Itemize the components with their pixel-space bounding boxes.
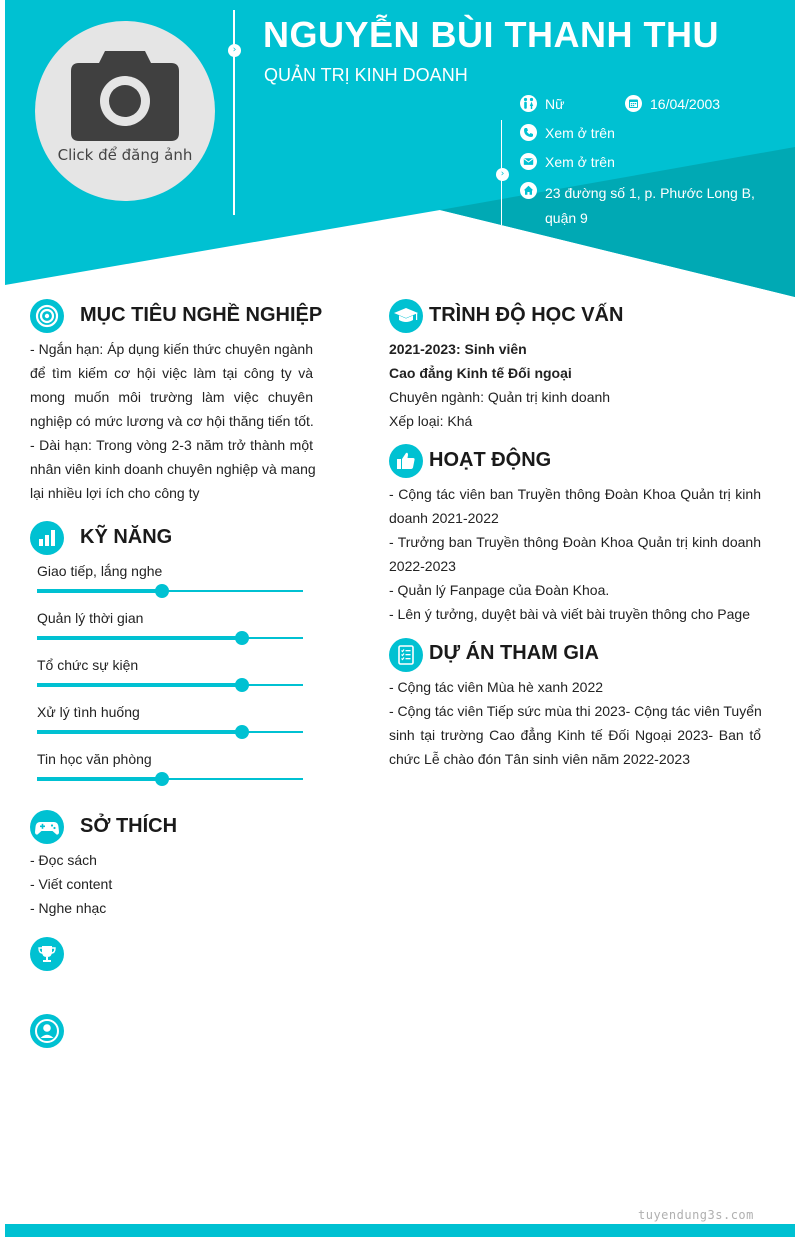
hobby-item: - Nghe nhạc xyxy=(30,900,107,916)
calendar-icon xyxy=(625,95,642,112)
objective-text xyxy=(30,337,316,505)
skill-level-knob xyxy=(235,725,249,739)
phone-icon xyxy=(520,124,537,141)
user-icon xyxy=(30,1014,64,1048)
trophy-icon xyxy=(30,937,64,971)
skill-level-bar xyxy=(37,637,303,639)
education-title: TRÌNH ĐỘ HỌC VẤN xyxy=(429,304,624,326)
chevron-right-icon: › xyxy=(496,168,509,181)
skills-title: KỸ NĂNG xyxy=(80,526,173,548)
target-icon xyxy=(30,299,64,333)
activity-line: - Trưởng ban Truyền thông Đoàn Khoa Quản trị kinh doanh xyxy=(389,534,761,550)
home-icon xyxy=(520,182,537,199)
objective-line: nghiệp có mức lương và cơ hội thăng tiến tốt. xyxy=(30,413,314,429)
footer-bar xyxy=(5,1224,795,1237)
skill-name: Tin học văn phòng xyxy=(37,751,152,767)
gender-value: Nữ xyxy=(545,96,565,112)
skill-level-fill xyxy=(37,777,162,781)
skill-level-bar xyxy=(37,590,303,592)
activity-line: doanh 2021-2022 xyxy=(389,510,499,526)
skill-level-bar xyxy=(37,778,303,780)
gamepad-icon xyxy=(30,810,64,844)
skill-name: Quản lý thời gian xyxy=(37,610,144,626)
job-position: QUẢN TRỊ KINH DOANH xyxy=(264,65,468,85)
skill-name: Giao tiếp, lắng nghe xyxy=(37,563,163,579)
education-major: Chuyên ngành: Quản trị kinh doanh xyxy=(389,389,611,405)
email-value: Xem ở trên xyxy=(545,154,615,170)
skill-level-knob xyxy=(235,631,249,645)
objective-line: - Dài hạn: Trong vòng 2-3 năm trở thành một xyxy=(30,437,313,453)
education-period: 2021-2023: Sinh viên xyxy=(389,341,527,357)
projects-title: DỰ ÁN THAM GIA xyxy=(429,642,599,664)
activities-title: HOẠT ĐỘNG xyxy=(429,449,552,471)
chevron-right-icon: › xyxy=(228,44,241,57)
education-rank: Xếp loại: Khá xyxy=(389,413,473,429)
objective-line: để tìm kiếm cơ hội việc làm tại công ty và xyxy=(30,365,313,381)
hobby-item: - Đọc sách xyxy=(30,852,97,868)
education-school: Cao đẳng Kinh tế Đối ngoại xyxy=(389,365,572,381)
skill-level-bar xyxy=(37,731,303,733)
skill-level-fill xyxy=(37,730,242,734)
activity-line: 2022-2023 xyxy=(389,558,456,574)
hobbies-list xyxy=(30,848,313,920)
skill-level-fill xyxy=(37,636,242,640)
skill-level-bar xyxy=(37,684,303,686)
checklist-icon xyxy=(389,638,423,672)
phone-value: Xem ở trên xyxy=(545,125,615,141)
skill-level-knob xyxy=(155,772,169,786)
birthday-value: 16/04/2003 xyxy=(650,96,721,112)
skill-level-fill xyxy=(37,683,242,687)
full-name: NGUYỄN BÙI THANH THU xyxy=(263,14,719,55)
project-line: - Cộng tác viên Tiếp sức mùa thi 2023- Cộng tác viên Tuyển xyxy=(389,703,762,719)
header-divider xyxy=(233,10,235,215)
objective-title: MỤC TIÊU NGHỀ NGHIỆP xyxy=(80,304,323,326)
education-details xyxy=(389,337,761,433)
objective-line: nhân viên kinh doanh chuyên nghiệp và mang xyxy=(30,461,316,477)
project-line: chức Lễ chào đón Tân sinh viên năm 2022-2023 xyxy=(389,751,690,767)
activity-line: - Lên ý tưởng, duyệt bài và viết bài truyền thông cho Page xyxy=(389,606,750,622)
objective-line: - Ngắn hạn: Áp dụng kiến thức chuyên ngành xyxy=(30,341,313,357)
email-icon xyxy=(520,153,537,170)
skill-level-fill xyxy=(37,589,162,593)
avatar-upload[interactable] xyxy=(35,21,215,201)
activity-line: - Cộng tác viên ban Truyền thông Đoàn Khoa Quản trị kinh xyxy=(389,486,761,502)
thumbs-up-icon xyxy=(389,444,423,478)
projects-text xyxy=(389,675,761,771)
address-value: 23 đường số 1, p. Phước Long B, quận 9 xyxy=(545,185,755,226)
project-line: sinh tại trường Cao đẳng Kinh tế Đối Ngoại 2023- Ban tổ xyxy=(389,727,761,743)
photo-upload-label: Click để đăng ảnh xyxy=(57,146,193,164)
bar-chart-icon xyxy=(30,521,64,555)
objective-line: mong muốn môi trường làm việc chuyên xyxy=(30,389,313,405)
project-line: - Cộng tác viên Mùa hè xanh 2022 xyxy=(389,679,604,695)
activity-line: - Quản lý Fanpage của Đoàn Khoa. xyxy=(389,582,610,598)
skill-name: Xử lý tình huống xyxy=(37,704,140,720)
graduation-cap-icon xyxy=(389,299,423,333)
skill-level-knob xyxy=(155,584,169,598)
hobby-item: - Viết content xyxy=(30,876,113,892)
hobbies-title: SỞ THÍCH xyxy=(80,815,178,837)
gender-icon xyxy=(520,95,537,112)
skill-level-knob xyxy=(235,678,249,692)
camera-icon xyxy=(71,45,179,141)
activities-text xyxy=(389,482,761,626)
skill-name: Tổ chức sự kiện xyxy=(37,657,139,673)
watermark: tuyendung3s.com xyxy=(638,1208,754,1222)
objective-line: lại nhiều lợi ích cho công ty xyxy=(30,485,200,501)
